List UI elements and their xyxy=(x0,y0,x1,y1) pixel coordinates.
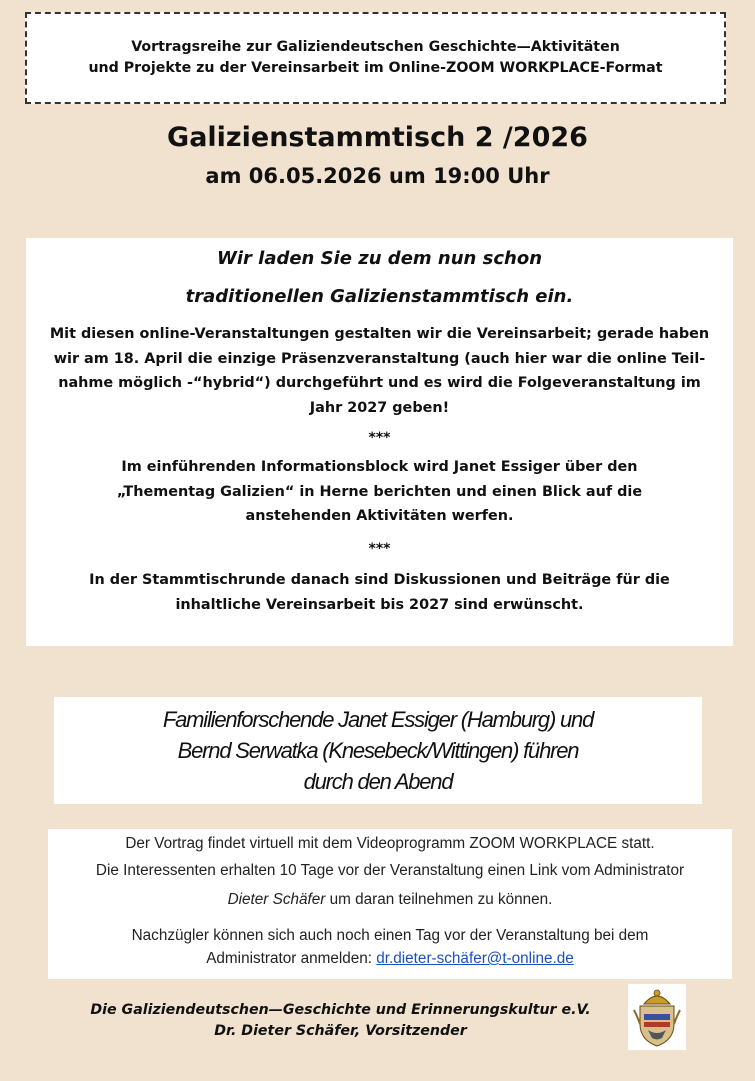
admin-email-link[interactable]: dr.dieter-schäfer@t-online.de xyxy=(376,950,574,967)
paragraph-stammtischrunde xyxy=(26,568,733,617)
paragraph-line: inhaltliche Vereinsarbeit bis 2027 sind erwünscht. xyxy=(175,596,584,613)
info-line5 xyxy=(48,949,732,969)
admin-name: Dieter Schäfer xyxy=(227,891,326,908)
paragraph-line: Mit diesen online-Veranstaltungen gestalten wir die Vereinsarbeit; gerade haben xyxy=(49,326,710,342)
series-header-box xyxy=(25,12,726,104)
hosts-line1: Familienforschende Janet Essiger (Hamburg) und xyxy=(162,707,594,732)
info-line3-rest: um daran teilnehmen zu können. xyxy=(325,891,553,908)
hosts-line2: Bernd Serwatka (Knesebeck/Wittingen) führen xyxy=(177,738,579,763)
series-header-line1: Vortragsreihe zur Galiziendeutschen Geschichte—Aktivitäten xyxy=(131,39,620,55)
info-line5-text: Administrator anmelden: xyxy=(206,950,377,967)
paragraph-line: anstehenden Aktivitäten werfen. xyxy=(245,508,514,525)
paragraph-line: nahme möglich -“hybrid“) durchgeführt und es wird die Folgeveranstaltung im xyxy=(58,375,701,392)
hosts-line3: durch den Abend xyxy=(303,769,453,794)
paragraph-line: Jahr 2027 geben! xyxy=(309,399,450,416)
event-datetime: am 06.05.2026 um 19:00 Uhr xyxy=(205,164,550,188)
info-line3 xyxy=(48,890,732,910)
footer-chairman: Dr. Dieter Schäfer, Vorsitzender xyxy=(214,1023,467,1039)
invitation-line2: traditionellen Galizienstammtisch ein. xyxy=(185,286,574,307)
info-line2: Die Interessenten erhalten 10 Tage vor der Veranstaltung einen Link vom Administrator xyxy=(95,862,685,879)
coat-of-arms-icon xyxy=(628,984,686,1050)
separator-stars: *** xyxy=(368,541,391,557)
paragraph-vereinsarbeit xyxy=(26,322,733,420)
info-line4: Nachzügler können sich auch noch einen Tag vor der Veranstaltung bei dem xyxy=(131,927,649,944)
invitation-box xyxy=(26,238,733,646)
paragraph-line: „Thementag Galizien“ in Herne berichten und einen Blick auf die xyxy=(116,483,643,500)
invitation-line1: Wir laden Sie zu dem nun schon xyxy=(216,248,543,269)
paragraph-line: In der Stammtischrunde danach sind Diskussionen und Beiträge für die xyxy=(89,572,670,588)
footer-signature xyxy=(58,1000,623,1042)
footer-organization: Die Galiziendeutschen—Geschichte und Erinnerungskultur e.V. xyxy=(90,1002,591,1018)
info-line1: Der Vortrag findet virtuell mit dem Videoprogramm ZOOM WORKPLACE statt. xyxy=(125,835,655,852)
separator-stars: *** xyxy=(368,430,391,446)
event-title: Galizienstammtisch 2 /2026 xyxy=(167,122,588,153)
paragraph-line: Im einführenden Informationsblock wird Janet Essiger über den xyxy=(121,459,638,475)
hosts-box xyxy=(54,697,702,804)
series-header-line2: und Projekte zu der Vereinsarbeit im Online-ZOOM WORKPLACE-Format xyxy=(88,60,663,76)
paragraph-informationsblock xyxy=(26,455,733,529)
zoom-info-box xyxy=(48,829,732,979)
paragraph-line: wir am 18. April die einzige Präsenzveranstaltung (auch hier war die online Teil- xyxy=(53,350,706,367)
